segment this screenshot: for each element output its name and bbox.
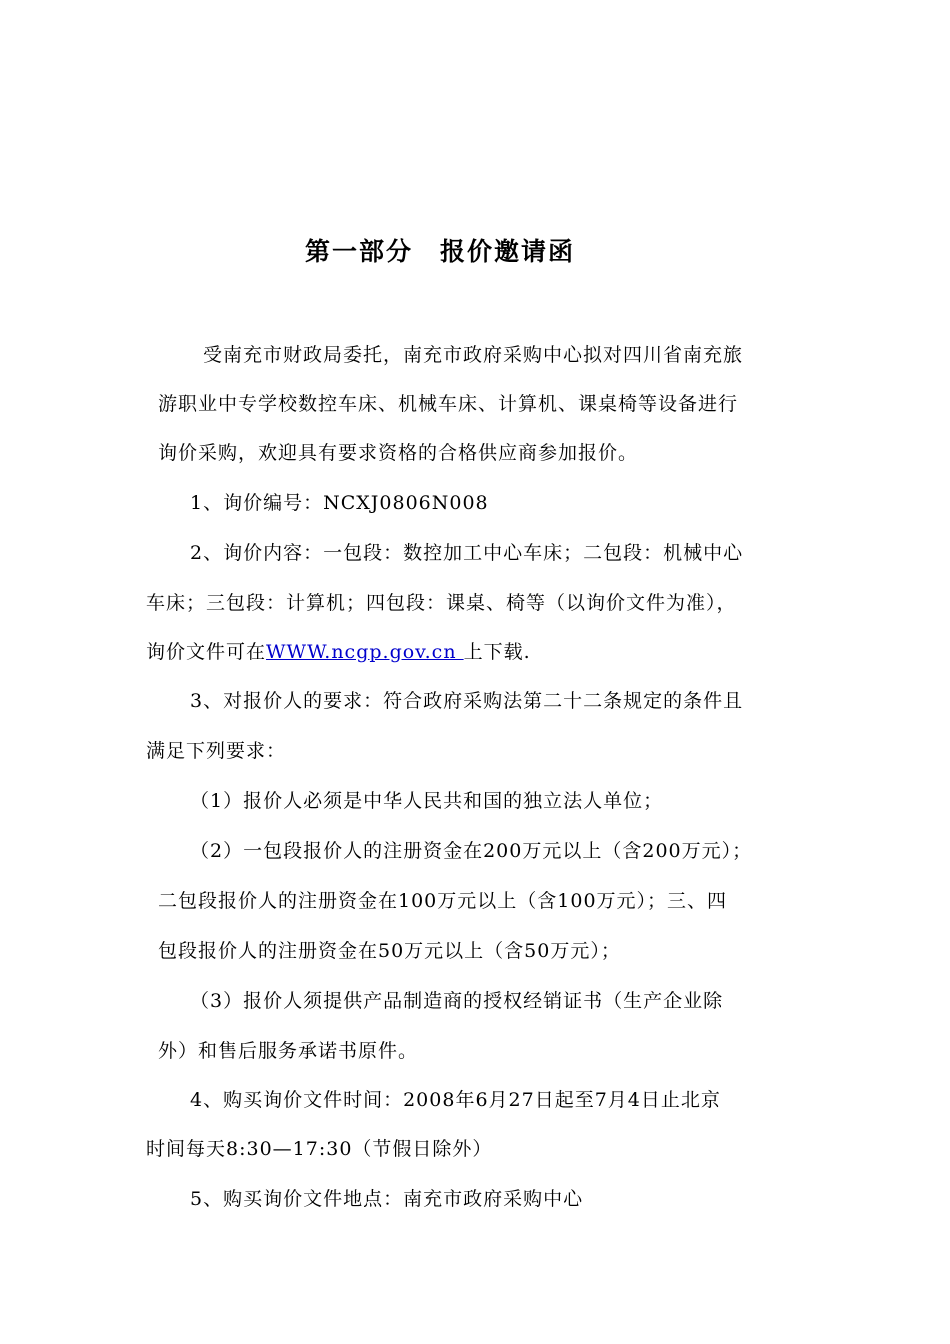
requirement-1-line: （1）报价人必须是中华人民共和国的独立法人单位； <box>190 790 664 812</box>
page-title: 第一部分 报价邀请函 <box>304 237 575 266</box>
requirement-2-line-2: 二包段报价人的注册资金在100万元以上（含100万元）；三、四 <box>158 890 728 912</box>
inquiry-content-line-1: 2、询价内容：一包段：数控加工中心车床；二包段：机械中心 <box>190 542 744 564</box>
paragraph-intro-line-2: 游职业中专学校数控车床、机械车床、计算机、课桌椅等设备进行 <box>158 393 739 415</box>
requirement-2-line-1: （2）一包段报价人的注册资金在200万元以上（含200万元）； <box>190 840 753 862</box>
inquiry-number-line: 1、询价编号：NCXJ0806N008 <box>190 492 489 514</box>
download-line-prefix: 询价文件可在 <box>146 641 267 663</box>
download-line-suffix: 上下载. <box>463 641 531 663</box>
purchase-time-line-2: 时间每天8:30—17:30（节假日除外） <box>146 1138 493 1160</box>
paragraph-intro-line-1: 受南充市财政局委托，南充市政府采购中心拟对四川省南充旅 <box>203 344 744 366</box>
requirement-3-line-2: 外）和售后服务承诺书原件。 <box>158 1040 419 1062</box>
requirement-3-line-1: （3）报价人须提供产品制造商的授权经销证书（生产企业除 <box>190 990 724 1012</box>
paragraph-intro-line-3: 询价采购，欢迎具有要求资格的合格供应商参加报价。 <box>158 442 639 464</box>
download-line <box>146 637 531 664</box>
requirements-line-2: 满足下列要求： <box>146 740 287 762</box>
purchase-time-line-1: 4、购买询价文件时间：2008年6月27日起至7月4日止北京 <box>190 1089 721 1111</box>
requirements-line-1: 3、对报价人的要求：符合政府采购法第二十二条规定的条件且 <box>190 690 744 712</box>
purchase-location-line: 5、购买询价文件地点：南充市政府采购中心 <box>190 1188 584 1210</box>
requirement-2-line-3: 包段报价人的注册资金在50万元以上（含50万元）； <box>158 940 621 962</box>
inquiry-content-line-2: 车床；三包段：计算机；四包段：课桌、椅等（以询价文件为准）， <box>146 592 737 614</box>
download-link[interactable]: WWW.ncgp.gov.cn <box>266 641 464 663</box>
